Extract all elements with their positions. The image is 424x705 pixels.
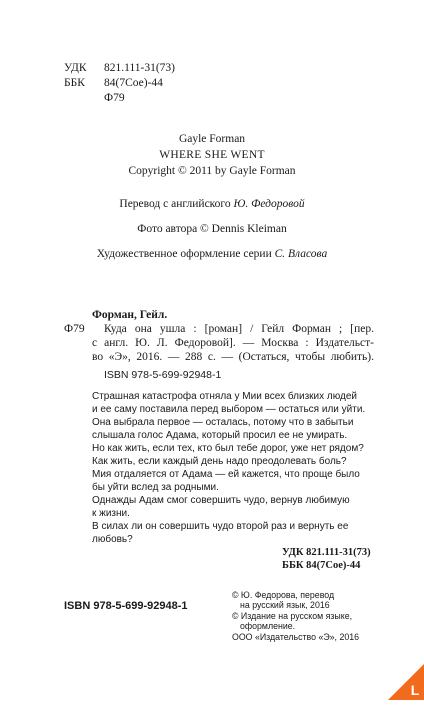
card-sign: Ф79 [64, 323, 85, 335]
annotation-line: Но как жить, если тех, кто был тебе дорог, уже нет рядом? [92, 443, 364, 454]
author-sign: Ф79 [104, 92, 125, 104]
copyright-line: оформление. [240, 621, 296, 631]
bbk-label: ББК [64, 77, 85, 89]
bbk-bottom: ББК 84(7Сое)-44 [282, 560, 361, 571]
annotation-line: Мия отдаляется от Адама — ей кажется, что проще было [92, 469, 360, 480]
translation-credit [0, 198, 424, 210]
annotation-line: любовь? [92, 534, 133, 545]
annotation-line: слышала голос Адама, который просил ее не умирать. [92, 430, 348, 441]
design-credit [0, 248, 424, 260]
copyright-line: © Ю. Федорова, перевод [232, 590, 335, 600]
card-line: Куда она ушла : [роман] / Гейл Форман ; [пер. [104, 323, 374, 335]
annotation-line: к жизни. [92, 508, 130, 519]
copyright-line: на русский язык, 2016 [240, 600, 330, 610]
annotation-line: Однажды Адам смог совершить чудо, вернув любимую [92, 495, 350, 506]
original-copyright: Copyright © 2011 by Gayle Forman [128, 165, 296, 177]
udk-label: УДК [64, 62, 87, 74]
corner-glyph: L [410, 682, 420, 698]
annotation-line: бы уйти вслед за родными. [92, 482, 219, 493]
designer-name: С. Власова [274, 248, 328, 260]
copyright-translation [232, 590, 334, 610]
bbk-value: 84(7Сое)-44 [104, 77, 163, 89]
udk-bottom: УДК 821.111-31(73) [282, 547, 371, 558]
original-author: Gayle Forman [178, 133, 246, 145]
original-title: WHERE SHE WENT [159, 149, 265, 161]
annotation-line: Она выбрала первое — осталась, потому что в забытьи [92, 417, 354, 428]
annotation-line: Как жить, если каждый день надо преодолевать боль? [92, 456, 347, 467]
card-line: с англ. Ю. Л. Федоровой]. — Москва : Издательст- [92, 337, 374, 349]
design-prefix: Художественное оформление серии [96, 248, 272, 260]
translation-prefix: Перевод с английского [119, 198, 231, 210]
corner-logo-icon [388, 664, 424, 700]
card-isbn: ISBN 978-5-699-92948-1 [104, 369, 222, 381]
annotation-line: Страшная катастрофа отняла у Мии всех близких людей [92, 391, 357, 402]
copyright-line: © Издание на русском языке, [232, 611, 353, 621]
annotation-line: В силах ли он совершить чудо второй раз и вернуть ее [92, 521, 349, 532]
card-heading: Форман, Гейл. [92, 309, 168, 321]
annotation-line: и ее саму поставила перед выбором — остаться или уйти. [92, 404, 366, 415]
copyright-publisher: ООО «Издательство «Э», 2016 [232, 632, 360, 642]
card-line: во «Э», 2016. — 288 с. — (Остаться, чтобы любить). [92, 351, 374, 363]
corner-badge [388, 664, 424, 700]
isbn-bottom: ISBN 978-5-699-92948-1 [64, 600, 188, 612]
copyright-edition [232, 611, 352, 631]
udk-value: 821.111-31(73) [104, 62, 176, 74]
photo-credit: Фото автора © Dennis Kleiman [137, 223, 287, 235]
translator-name: Ю. Федоровой [233, 198, 305, 210]
